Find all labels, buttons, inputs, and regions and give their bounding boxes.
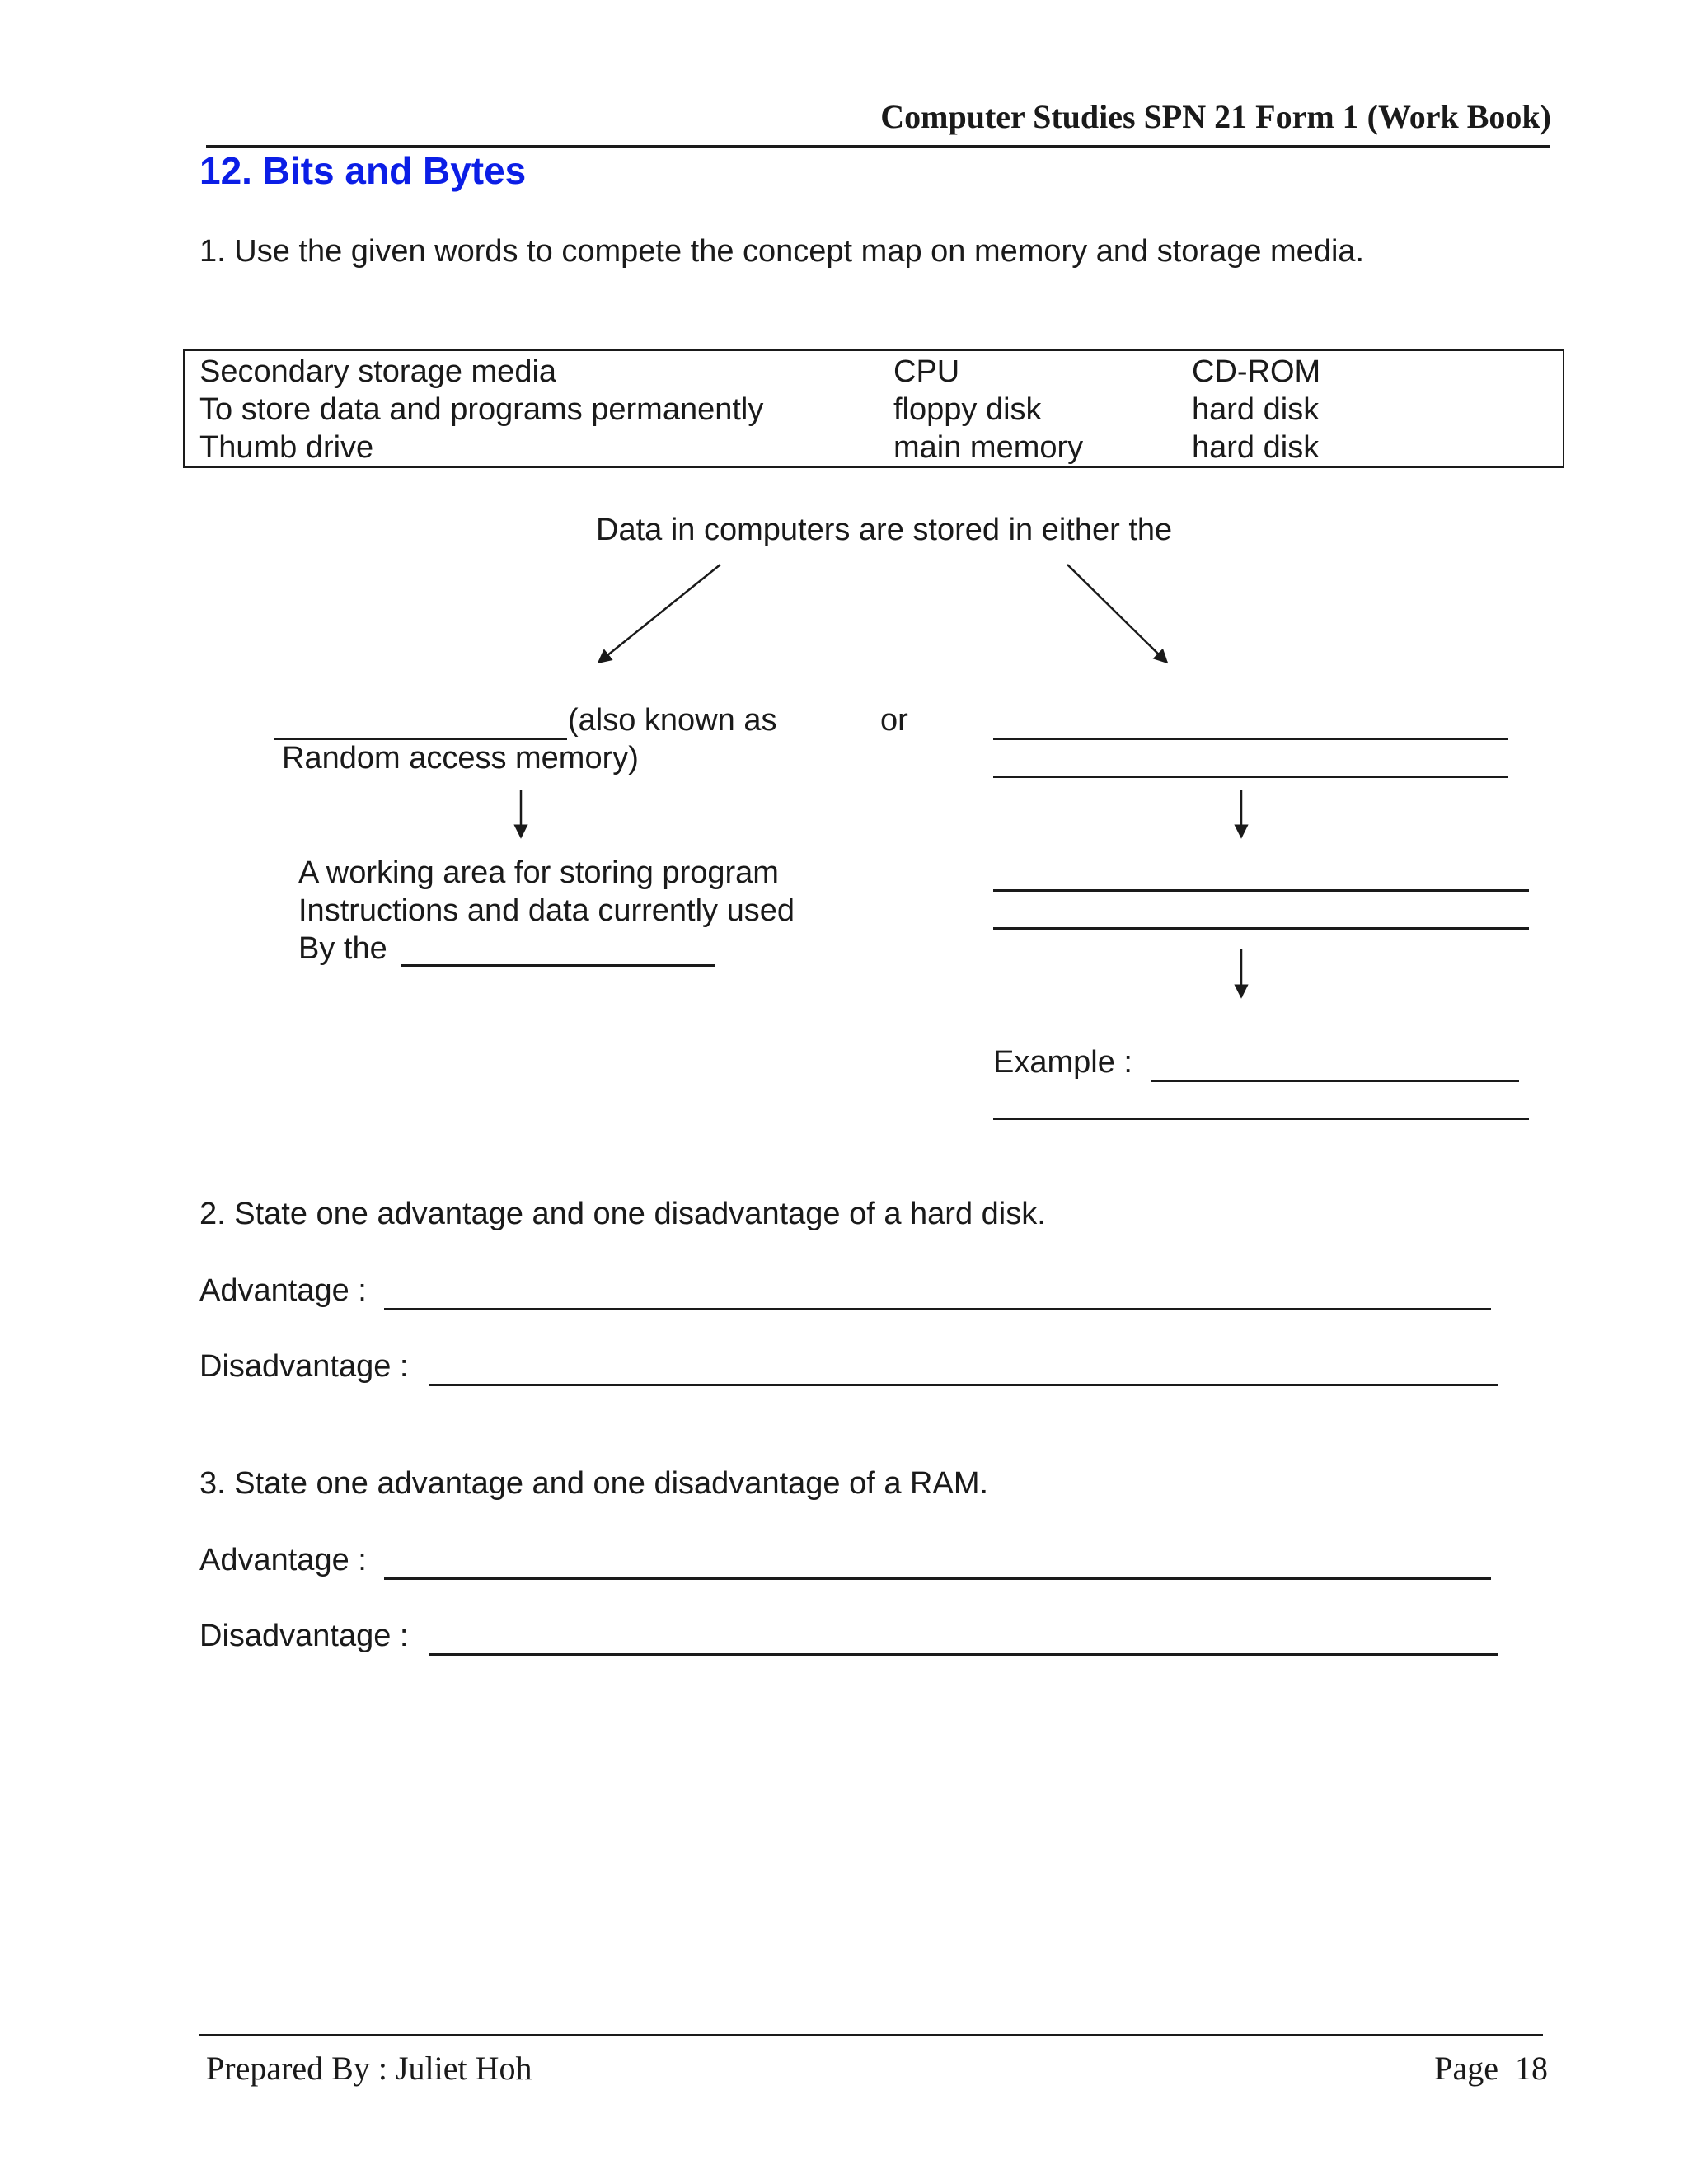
concept-map-root: Data in computers are stored in either the: [596, 513, 1173, 547]
q3-disadvantage-label: Disadvantage :: [199, 1619, 409, 1653]
purpose-blank-1[interactable]: [993, 889, 1529, 892]
section-title: 12. Bits and Bytes: [199, 149, 527, 192]
footer-page: [1434, 2049, 1548, 2088]
running-header: Computer Studies SPN 21 Form 1 (Work Book): [880, 98, 1551, 135]
q3-advantage-label: Advantage :: [199, 1543, 367, 1577]
cpu-blank[interactable]: [401, 964, 715, 967]
q2-advantage-label: Advantage :: [199, 1273, 367, 1308]
word-bank-cell: CD-ROM: [1192, 354, 1321, 389]
left-desc-line1: A working area for storing program: [298, 855, 779, 890]
arrow-root-to-left: [598, 565, 720, 663]
left-desc-line3: By the: [298, 931, 387, 966]
secondary-storage-blank-1[interactable]: [993, 738, 1508, 740]
question-1-prompt: 1. Use the given words to compete the concept map on memory and storage media.: [199, 234, 1365, 269]
footer-rule: [199, 2034, 1543, 2036]
word-bank-cell: Thumb drive: [199, 430, 374, 465]
left-desc-line2: Instructions and data currently used: [298, 893, 795, 928]
word-bank-cell: CPU: [893, 354, 960, 389]
concept-map-or: or: [880, 703, 908, 738]
word-bank-cell: hard disk: [1192, 430, 1320, 465]
left-branch-line2: Random access memory): [282, 741, 639, 776]
word-bank-cell: To store data and programs permanently: [199, 392, 764, 427]
word-bank-cell: main memory: [893, 430, 1084, 465]
question-3-prompt: 3. State one advantage and one disadvantage of a RAM.: [199, 1466, 989, 1501]
q3-disadvantage-blank[interactable]: [429, 1653, 1498, 1656]
example-blank-2[interactable]: [993, 1118, 1529, 1120]
q2-disadvantage-label: Disadvantage :: [199, 1349, 409, 1384]
q2-disadvantage-blank[interactable]: [429, 1384, 1498, 1386]
q3-advantage-blank[interactable]: [384, 1577, 1491, 1580]
example-label: Example :: [993, 1045, 1132, 1080]
example-blank-1[interactable]: [1151, 1080, 1519, 1082]
arrow-root-to-right: [1067, 565, 1167, 663]
footer-page-number: 18: [1515, 2050, 1548, 2087]
purpose-blank-2[interactable]: [993, 927, 1529, 930]
left-branch-line1: (also known as: [568, 703, 777, 738]
word-bank-cell: floppy disk: [893, 392, 1042, 427]
question-2-prompt: 2. State one advantage and one disadvantage of a hard disk.: [199, 1197, 1046, 1231]
footer-author: Prepared By : Juliet Hoh: [206, 2050, 532, 2087]
word-bank-cell: Secondary storage media: [199, 354, 557, 389]
main-memory-blank[interactable]: [274, 738, 567, 740]
q2-advantage-blank[interactable]: [384, 1308, 1491, 1310]
secondary-storage-blank-2[interactable]: [993, 776, 1508, 778]
footer-page-label: Page: [1434, 2050, 1498, 2087]
word-bank-cell: hard disk: [1192, 392, 1320, 427]
